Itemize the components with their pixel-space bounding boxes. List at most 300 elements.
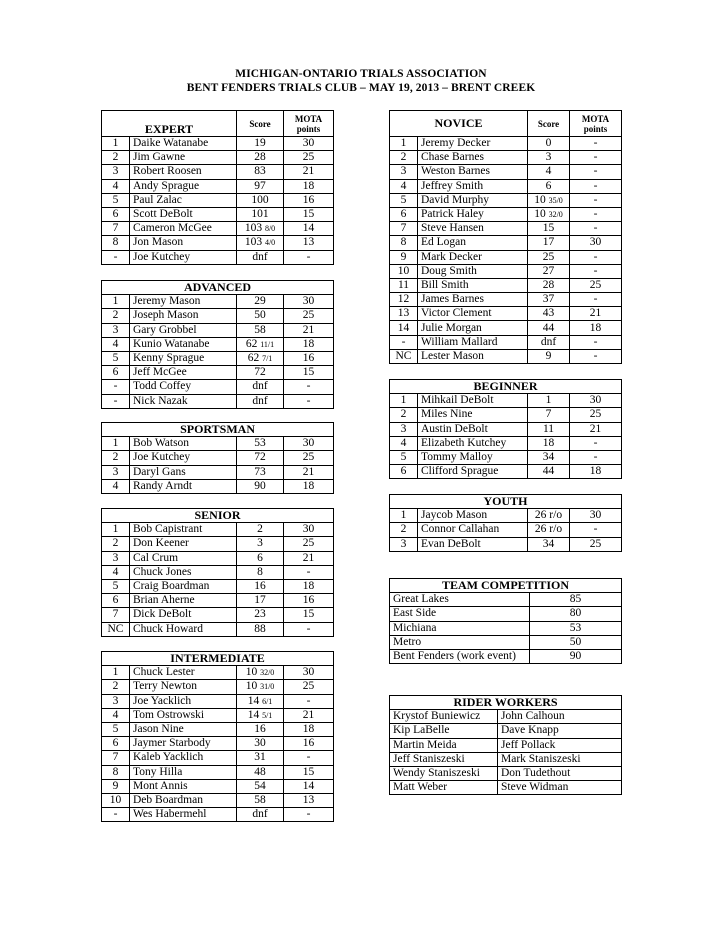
tiebreak-value: 32/0 <box>260 668 275 678</box>
mota-points-cell: 18 <box>284 579 334 593</box>
senior-row <box>102 579 334 593</box>
score-value: 0 <box>545 137 552 150</box>
mota-points-cell: - <box>570 137 622 151</box>
advanced-section <box>101 280 334 409</box>
place-cell: - <box>102 394 130 408</box>
place-cell: 1 <box>102 295 130 309</box>
novice-row <box>390 293 622 307</box>
tiebreak-value: 6/1 <box>262 696 273 706</box>
worker-name-cell: Don Tudethout <box>498 766 622 780</box>
score-cell <box>237 594 284 608</box>
team-points-cell: 80 <box>530 607 622 621</box>
score-value: 50 <box>254 309 266 322</box>
score-cell <box>237 366 284 380</box>
mota-points-cell: 18 <box>570 321 622 335</box>
mota-points-cell: - <box>284 380 334 394</box>
worker-row <box>390 781 622 795</box>
place-cell: 3 <box>390 537 418 551</box>
place-cell: 5 <box>102 722 130 736</box>
place-cell: 6 <box>102 737 130 751</box>
score-cell <box>528 250 570 264</box>
score-value: 23 <box>254 608 266 621</box>
mota-points-cell: 21 <box>570 422 622 436</box>
sportsman-row <box>102 465 334 479</box>
place-cell: 5 <box>102 351 130 365</box>
rider-name-cell: Tony Hilla <box>130 765 237 779</box>
score-value: 27 <box>542 264 555 277</box>
score-cell <box>237 579 284 593</box>
score-value: 31 <box>254 751 266 764</box>
rider-name-cell: Terry Newton <box>130 680 237 694</box>
intermediate-row <box>102 722 334 736</box>
score-cell <box>237 193 284 207</box>
novice-section <box>389 110 622 364</box>
senior-row <box>102 608 334 622</box>
place-cell: 3 <box>102 551 130 565</box>
worker-name-cell: Wendy Staniszeski <box>390 766 498 780</box>
score-cell <box>528 422 570 436</box>
score-cell <box>528 165 570 179</box>
senior-row <box>102 622 334 636</box>
mota-points-cell: - <box>284 694 334 708</box>
place-cell: 1 <box>102 666 130 680</box>
mota-points-cell: - <box>570 349 622 363</box>
rider-name-cell: Weston Barnes <box>418 165 528 179</box>
expert-row <box>102 236 334 250</box>
score-cell <box>237 722 284 736</box>
score-cell <box>237 737 284 751</box>
score-value: 83 <box>254 165 266 178</box>
place-cell: 5 <box>390 193 418 207</box>
expert-row <box>102 250 334 264</box>
worker-row <box>390 738 622 752</box>
score-value: 72 <box>254 366 266 379</box>
team-points-cell: 53 <box>530 621 622 635</box>
team-row <box>390 635 622 649</box>
place-cell: 10 <box>102 793 130 807</box>
score-cell <box>237 694 284 708</box>
score-value: 4 <box>545 165 552 178</box>
mota-points-cell: 21 <box>284 465 334 479</box>
score-value: 54 <box>254 779 266 792</box>
score-cell <box>237 295 284 309</box>
mota-points-cell: - <box>570 222 622 236</box>
score-cell <box>528 523 570 537</box>
mota-points-cell: 30 <box>570 236 622 250</box>
mota-points-cell: 21 <box>284 708 334 722</box>
score-value: 43 <box>542 307 555 320</box>
score-value: 29 <box>254 295 266 308</box>
intermediate-row <box>102 765 334 779</box>
rider-name-cell: Joe Yacklich <box>130 694 237 708</box>
score-value: dnf <box>540 335 557 348</box>
senior-title: SENIOR <box>102 509 334 523</box>
rider-name-cell: Lester Mason <box>418 349 528 363</box>
mota-points-cell: 18 <box>284 337 334 351</box>
mota-points-cell: - <box>570 264 622 278</box>
place-cell: 13 <box>390 307 418 321</box>
worker-name-cell: John Calhoun <box>498 710 622 724</box>
beginner-row <box>390 450 622 464</box>
place-cell: 2 <box>390 523 418 537</box>
score-cell <box>528 222 570 236</box>
rider-name-cell: Jon Mason <box>130 236 237 250</box>
place-cell: 8 <box>102 236 130 250</box>
mota-points-cell: 25 <box>284 537 334 551</box>
advanced-row <box>102 394 334 408</box>
mota-points-cell: 30 <box>284 295 334 309</box>
place-cell: NC <box>102 622 130 636</box>
rider-name-cell: Randy Arndt <box>130 479 237 493</box>
team-name-cell: East Side <box>390 607 530 621</box>
score-value: 25 <box>542 250 555 263</box>
place-cell: 3 <box>390 165 418 179</box>
rider-name-cell: Gary Grobbel <box>130 323 237 337</box>
score-cell <box>528 179 570 193</box>
rider-name-cell: Kaleb Yacklich <box>130 751 237 765</box>
intermediate-row <box>102 680 334 694</box>
place-cell: 9 <box>102 779 130 793</box>
mota-points-cell: 25 <box>570 537 622 551</box>
youth-row <box>390 523 622 537</box>
score-value: 88 <box>254 622 266 635</box>
score-value: 1 <box>545 394 552 407</box>
score-value: 30 <box>254 737 266 750</box>
score-cell <box>237 380 284 394</box>
score-cell <box>237 236 284 250</box>
rider-name-cell: Joe Kutchey <box>130 451 237 465</box>
beginner-title: BEGINNER <box>390 380 622 394</box>
novice-row <box>390 307 622 321</box>
rider-name-cell: Ed Logan <box>418 236 528 250</box>
score-cell <box>237 751 284 765</box>
rider-name-cell: Dick DeBolt <box>130 608 237 622</box>
place-cell: 4 <box>102 708 130 722</box>
page-title: MICHIGAN-ONTARIO TRIALS ASSOCIATION <box>235 68 487 80</box>
score-cell <box>528 349 570 363</box>
team-row <box>390 593 622 607</box>
score-cell <box>237 708 284 722</box>
score-cell <box>237 551 284 565</box>
novice-title: NOVICE <box>390 111 528 137</box>
score-cell <box>237 222 284 236</box>
place-cell: 2 <box>102 151 130 165</box>
score-value: 8 <box>257 565 263 578</box>
score-value: 37 <box>542 293 555 306</box>
team-points-cell: 90 <box>530 649 622 663</box>
score-value: 103 <box>244 222 263 235</box>
place-cell: 2 <box>102 309 130 323</box>
expert-row <box>102 207 334 221</box>
mota-points-cell: - <box>284 751 334 765</box>
novice-row <box>390 349 622 363</box>
place-cell: - <box>102 808 130 822</box>
mota-points-cell: 15 <box>284 366 334 380</box>
score-value: 16 <box>254 580 266 593</box>
intermediate-row <box>102 708 334 722</box>
rider-name-cell: Andy Sprague <box>130 179 237 193</box>
score-value: 14 <box>247 708 260 721</box>
mota-points-cell: 18 <box>284 179 334 193</box>
place-cell: 1 <box>390 137 418 151</box>
rider-name-cell: Jeremy Mason <box>130 295 237 309</box>
rider-name-cell: Mark Decker <box>418 250 528 264</box>
team-name-cell: Bent Fenders (work event) <box>390 649 530 663</box>
place-cell: 1 <box>390 394 418 408</box>
score-cell <box>528 450 570 464</box>
youth-section <box>389 494 622 552</box>
score-cell <box>237 765 284 779</box>
place-cell: 5 <box>102 193 130 207</box>
place-cell: 2 <box>390 408 418 422</box>
score-cell <box>237 565 284 579</box>
worker-row <box>390 752 622 766</box>
rider-name-cell: Mihkail DeBolt <box>418 394 528 408</box>
mota-points-cell: - <box>284 808 334 822</box>
rider-name-cell: Tom Ostrowski <box>130 708 237 722</box>
score-cell <box>237 479 284 493</box>
mota-points-cell: 14 <box>284 222 334 236</box>
mota-points-cell: 21 <box>284 551 334 565</box>
score-cell <box>528 236 570 250</box>
novice-row <box>390 193 622 207</box>
place-cell: 10 <box>390 264 418 278</box>
rider-name-cell: Jeffrey Smith <box>418 179 528 193</box>
rider-name-cell: Tommy Malloy <box>418 450 528 464</box>
score-cell <box>237 808 284 822</box>
senior-row <box>102 551 334 565</box>
place-cell: 9 <box>390 250 418 264</box>
mota-points-cell: - <box>570 207 622 221</box>
mota-points-cell: 21 <box>284 165 334 179</box>
rider-name-cell: Nick Nazak <box>130 394 237 408</box>
mota-points-cell: 25 <box>284 680 334 694</box>
score-cell <box>528 465 570 479</box>
place-cell: - <box>102 250 130 264</box>
mota-points-cell: 21 <box>570 307 622 321</box>
place-cell: 7 <box>102 222 130 236</box>
workers-title: RIDER WORKERS <box>390 696 622 710</box>
rider-name-cell: Joseph Mason <box>130 309 237 323</box>
team-name-cell: Metro <box>390 635 530 649</box>
tiebreak-value: 31/0 <box>260 682 275 692</box>
page-subtitle: BENT FENDERS TRIALS CLUB – MAY 19, 2013 – BRENT CREEK <box>186 82 536 94</box>
rider-name-cell: Patrick Haley <box>418 207 528 221</box>
mota-points-cell: 15 <box>284 608 334 622</box>
place-cell: 6 <box>102 594 130 608</box>
score-cell <box>237 537 284 551</box>
novice-row <box>390 335 622 349</box>
score-cell <box>237 151 284 165</box>
novice-row <box>390 165 622 179</box>
tiebreak-value: 11/1 <box>260 339 275 349</box>
mota-points-cell: 30 <box>570 394 622 408</box>
place-cell: 4 <box>102 479 130 493</box>
score-cell <box>237 165 284 179</box>
worker-row <box>390 724 622 738</box>
tiebreak-value: 35/0 <box>548 195 563 205</box>
rider-name-cell: Jaymer Starbody <box>130 737 237 751</box>
beginner-row <box>390 436 622 450</box>
rider-name-cell: Chase Barnes <box>418 151 528 165</box>
score-value: 53 <box>254 437 266 450</box>
advanced-row <box>102 323 334 337</box>
score-value: 103 <box>244 236 263 249</box>
worker-name-cell: Matt Weber <box>390 781 498 795</box>
score-cell <box>237 137 284 151</box>
place-cell: 4 <box>102 179 130 193</box>
tiebreak-value: 5/1 <box>262 710 273 720</box>
score-value: 90 <box>254 479 266 492</box>
expert-row <box>102 165 334 179</box>
senior-row <box>102 565 334 579</box>
score-cell <box>237 207 284 221</box>
novice-row <box>390 179 622 193</box>
place-cell: 2 <box>102 451 130 465</box>
score-cell <box>528 509 570 523</box>
score-cell <box>237 451 284 465</box>
advanced-row <box>102 309 334 323</box>
sportsman-row <box>102 451 334 465</box>
novice-row <box>390 207 622 221</box>
rider-name-cell: Elizabeth Kutchey <box>418 436 528 450</box>
score-value: 10 <box>245 680 258 693</box>
place-cell: 1 <box>102 523 130 537</box>
score-value: 28 <box>254 151 266 164</box>
intermediate-section <box>101 651 334 822</box>
rider-name-cell: Scott DeBolt <box>130 207 237 221</box>
score-value: 101 <box>251 208 269 221</box>
rider-name-cell: David Murphy <box>418 193 528 207</box>
rider-name-cell: Bob Watson <box>130 437 237 451</box>
score-value: dnf <box>252 250 268 263</box>
intermediate-title: INTERMEDIATE <box>102 652 334 666</box>
rider-name-cell: Jaycob Mason <box>418 509 528 523</box>
mota-points-cell: 25 <box>570 278 622 292</box>
rider-name-cell: Bob Capistrant <box>130 523 237 537</box>
team-name-cell: Great Lakes <box>390 593 530 607</box>
place-cell: 8 <box>390 236 418 250</box>
mota-points-cell: 15 <box>284 207 334 221</box>
rider-name-cell: Craig Boardman <box>130 579 237 593</box>
score-value: 62 <box>247 352 260 365</box>
worker-name-cell: Kip LaBelle <box>390 724 498 738</box>
sportsman-row <box>102 437 334 451</box>
worker-name-cell: Krystof Buniewicz <box>390 710 498 724</box>
score-value: 3 <box>257 537 263 550</box>
rider-name-cell: William Mallard <box>418 335 528 349</box>
rider-name-cell: Cal Crum <box>130 551 237 565</box>
score-value: 6 <box>545 179 552 192</box>
mota-points-cell: - <box>284 250 334 264</box>
rider-name-cell: Steve Hansen <box>418 222 528 236</box>
rider-name-cell: Paul Zalac <box>130 193 237 207</box>
place-cell: 4 <box>102 337 130 351</box>
intermediate-row <box>102 779 334 793</box>
score-value: 17 <box>254 594 266 607</box>
place-cell: 2 <box>102 537 130 551</box>
mota-points-cell: 25 <box>284 309 334 323</box>
score-cell <box>528 293 570 307</box>
place-cell: 2 <box>102 680 130 694</box>
mota-points-cell: - <box>284 394 334 408</box>
rider-name-cell: Jeremy Decker <box>418 137 528 151</box>
score-value: 11 <box>542 422 555 435</box>
place-cell: 4 <box>390 179 418 193</box>
rider-name-cell: Joe Kutchey <box>130 250 237 264</box>
score-cell <box>237 437 284 451</box>
score-value: 19 <box>254 137 266 150</box>
expert-title: EXPERT <box>102 111 237 137</box>
score-value: 58 <box>254 793 266 806</box>
team-name-cell: Michiana <box>390 621 530 635</box>
rider-name-cell: Deb Boardman <box>130 793 237 807</box>
mota-points-cell: - <box>570 335 622 349</box>
advanced-row <box>102 351 334 365</box>
advanced-row <box>102 295 334 309</box>
mota-points-cell: - <box>570 250 622 264</box>
team-row <box>390 621 622 635</box>
advanced-row <box>102 380 334 394</box>
mota-points-cell: 30 <box>284 523 334 537</box>
score-cell <box>528 537 570 551</box>
worker-name-cell: Jeff Pollack <box>498 738 622 752</box>
rider-name-cell: Kunio Watanabe <box>130 337 237 351</box>
score-cell <box>237 323 284 337</box>
worker-name-cell: Steve Widman <box>498 781 622 795</box>
intermediate-row <box>102 751 334 765</box>
score-cell <box>237 523 284 537</box>
senior-row <box>102 523 334 537</box>
score-cell <box>528 436 570 450</box>
youth-row <box>390 537 622 551</box>
mota-points-cell: 30 <box>570 509 622 523</box>
score-value: 34 <box>542 451 555 464</box>
mota-points-cell: - <box>570 165 622 179</box>
mota-points-cell: 16 <box>284 737 334 751</box>
intermediate-row <box>102 808 334 822</box>
rider-name-cell: Brian Aherne <box>130 594 237 608</box>
score-cell <box>237 793 284 807</box>
score-value: 17 <box>542 236 555 249</box>
rider-name-cell: Connor Callahan <box>418 523 528 537</box>
score-value: 72 <box>254 451 266 464</box>
place-cell: 6 <box>390 207 418 221</box>
senior-section <box>101 508 334 637</box>
mota-points-cell: - <box>570 293 622 307</box>
score-value: 58 <box>254 323 266 336</box>
rider-name-cell: Wes Habermehl <box>130 808 237 822</box>
score-value: 48 <box>254 765 266 778</box>
rider-name-cell: Chuck Jones <box>130 565 237 579</box>
score-value: 9 <box>545 349 552 362</box>
mota-points-cell: 16 <box>284 594 334 608</box>
tiebreak-value: 32/0 <box>548 210 563 220</box>
worker-name-cell: Jeff Staniszeski <box>390 752 498 766</box>
mota-points-cell: 25 <box>284 451 334 465</box>
intermediate-row <box>102 737 334 751</box>
rider-name-cell: Don Keener <box>130 537 237 551</box>
rider-name-cell: Cameron McGee <box>130 222 237 236</box>
rider-name-cell: Doug Smith <box>418 264 528 278</box>
mota-points-cell: 18 <box>284 722 334 736</box>
score-cell <box>528 278 570 292</box>
youth-row <box>390 509 622 523</box>
score-cell <box>237 179 284 193</box>
score-cell <box>237 309 284 323</box>
mota-points-cell: 21 <box>284 323 334 337</box>
rider-name-cell: Kenny Sprague <box>130 351 237 365</box>
